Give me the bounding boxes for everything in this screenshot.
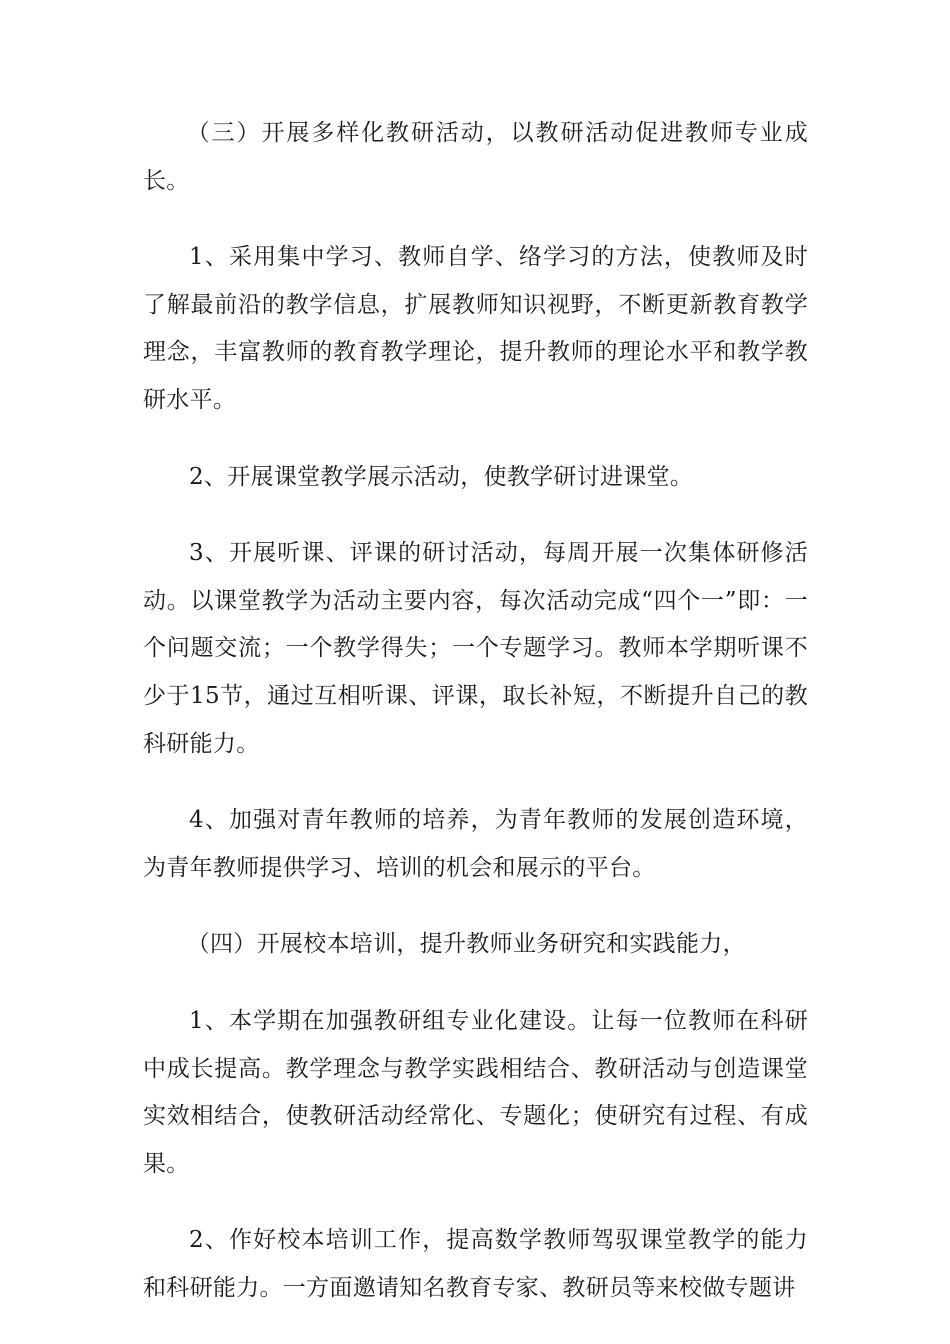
paragraph-item-3: 3、开展听课、评课的研讨活动，每周开展一次集体研修活动。以课堂教学为活动主要内容，每次活动完成“四个一”即：一个问题交流；一个教学得失；一个专题学习。教师本学期听课不少于15节，通过互相听课、评课，取长补短，不断提升自己的教科研能力。 [143,540,808,757]
document-body [143,110,808,1341]
paragraph-item-2b: 2、作好校本培训工作，提高数学教师驾驭课堂教学的能力和科研能力。一方面邀请知名教育专家、教研员等来校做专题讲 [143,1227,808,1301]
paragraph-item-1b: 1、本学期在加强教研组专业化建设。让每一位教师在科研中成长提高。教学理念与教学实践相结合、教研活动与创造课堂实效相结合，使教研活动经常化、专题化；使研究有过程、有成果。 [143,1007,808,1177]
section-heading-four: （四）开展校本培训，提升教师业务研究和实践能力， [186,931,746,958]
paragraph-item-1: 1、采用集中学习、教师自学、络学习的方法，使教师及时了解最前沿的教学信息，扩展教师知识视野，不断更新教育教学理念，丰富教师的教育教学理论，提升教师的理论水平和教学教研水平。 [143,244,808,413]
paragraph-item-4: 4、加强对青年教师的培养，为青年教师的发展创造环境，为青年教师提供学习、培训的机会和展示的平台。 [143,807,808,881]
paragraph-item-2: 2、开展课堂教学展示活动，使教学研讨进课堂。 [189,463,694,490]
section-heading-three: （三）开展多样化教研活动，以教研活动促进教师专业成长。 [143,120,808,194]
